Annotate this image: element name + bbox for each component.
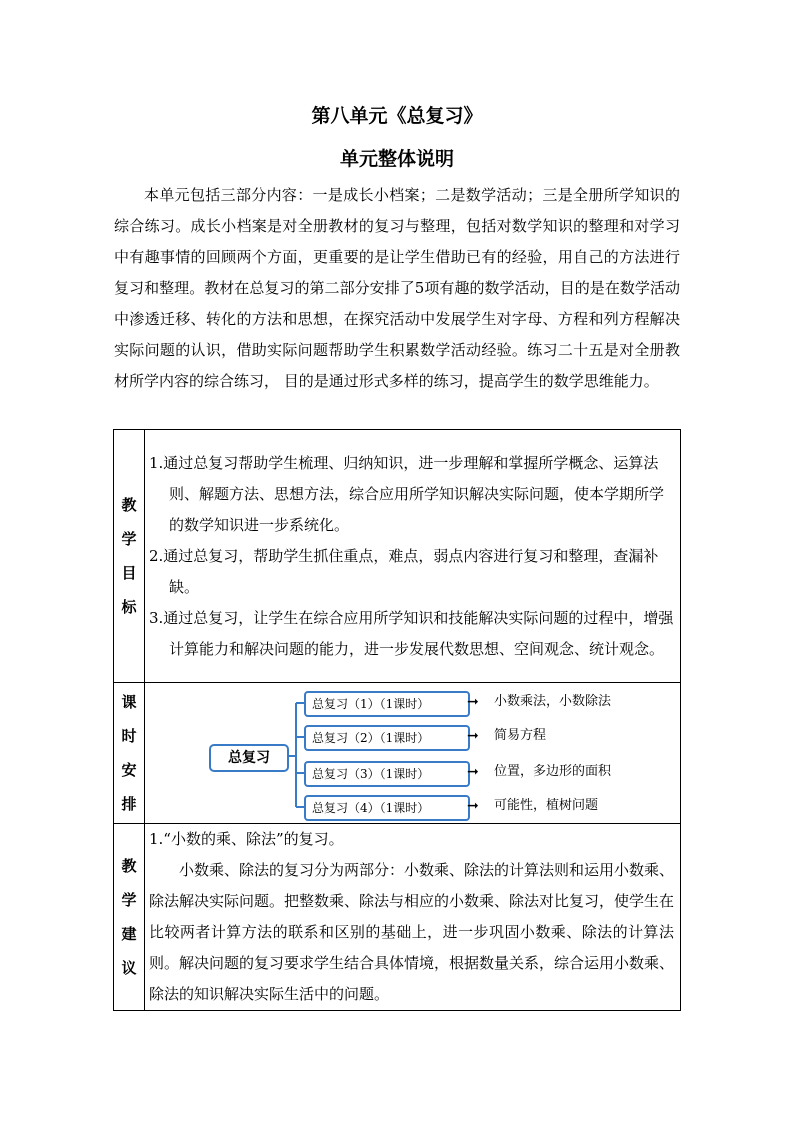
schedule-item-desc: 可能性，植树问题 [494,798,599,813]
schedule-item-box: 总复习（1）（1课时） [304,691,470,717]
schedule-item-desc: 小数乘法，小数除法 [494,694,612,709]
arrow-right-icon: ➞ [467,798,479,814]
suggestion-heading: 1.“小数的乘、除法”的复习。 [149,830,344,848]
intro-paragraph: 本单元包括三部分内容：一是成长小档案；二是数学活动；三是全册所学知识的综合练习。成长小档案是对全册教材的复习与整理，包括对数学知识的整理和对学习中有趣事情的回顾两个方面，更重要的是让学生借助已有的经验，用自己的方法进行复习和整理。教材在总复习的第二部分安排了5项有趣的数学活动，目的是在数学活动中渗透迁移、转化的方法和思想，在探究活动中发展学生对字母、方程和列方程解决实际问题的认识，借助实际问题帮助学生积累数学活动经验。练习二十五是对全册教材所学内容的综合练习， 目的是通过形式多样的练习，提高学生的数学思维能力。 [114,186,680,390]
suggestions-row [114,824,681,1011]
schedule-header-char: 课 [121,693,137,711]
goals-header-char: 教 [121,496,137,514]
schedule-item-box: 总复习（2）（1课时） [304,725,470,751]
lesson-plan-table [113,429,681,1011]
goals-header-char: 标 [121,598,137,616]
schedule-content [145,683,681,824]
suggestions-header-char: 建 [121,925,137,943]
goal-item: 2.通过总复习，帮助学生抓住重点，难点，弱点内容进行复习和整理，查漏补缺。 [149,546,659,596]
schedule-header-char: 安 [121,761,137,779]
schedule-diagram [149,689,674,817]
goal-item: 1.通过总复习帮助学生梳理、归纳知识，进一步理解和掌握所学概念、运算法则、解题方法、思想方法，综合应用所学知识解决实际问题，使本学期所学的数学知识进一步系统化。 [149,453,665,534]
unit-subtitle: 单元整体说明 [339,148,454,170]
schedule-header [114,683,145,824]
goals-header-char: 目 [121,564,137,582]
suggestions-header [114,824,145,1011]
arrow-right-icon: ➞ [467,694,479,710]
schedule-item-desc: 简易方程 [494,728,547,743]
suggestions-header-char: 学 [121,891,137,909]
goals-header [114,430,145,683]
schedule-header-char: 排 [121,795,137,813]
arrow-right-icon: ➞ [467,764,479,780]
schedule-header-char: 时 [121,727,137,745]
schedule-root-box: 总复习 [209,744,289,772]
suggestion-paragraph: 小数乘、除法的复习分为两部分：小数乘、除法的计算法则和运用小数乘、除法解决实际问题。把整数乘、除法与相应的小数乘、除法对比复习，使学生在比较两者计算方法的联系和区别的基础上，进一步巩固小数乘、除法的计算法则。解决问题的复习要求学生结合具体情境，根据数量关系，综合运用小数乘、除法的知识解决实际生活中的问题。 [149,861,675,1003]
suggestions-content [145,824,681,1011]
arrow-right-icon: ➞ [467,728,479,744]
goals-header-char: 学 [121,530,137,548]
schedule-row [114,683,681,824]
schedule-item-box: 总复习（3）（1课时） [304,761,470,787]
schedule-item-desc: 位置，多边形的面积 [494,764,612,779]
goals-row [114,430,681,683]
schedule-item-box: 总复习（4）（1课时） [304,795,470,821]
suggestions-header-char: 教 [121,857,137,875]
goals-content [145,430,681,683]
suggestions-header-char: 议 [121,959,137,977]
goal-item: 3.通过总复习，让学生在综合应用所学知识和技能解决实际问题的过程中，增强计算能力和解决问题的能力，进一步发展代数思想、空间观念、统计观念。 [149,608,674,658]
unit-title: 第八单元《总复习》 [311,105,483,127]
